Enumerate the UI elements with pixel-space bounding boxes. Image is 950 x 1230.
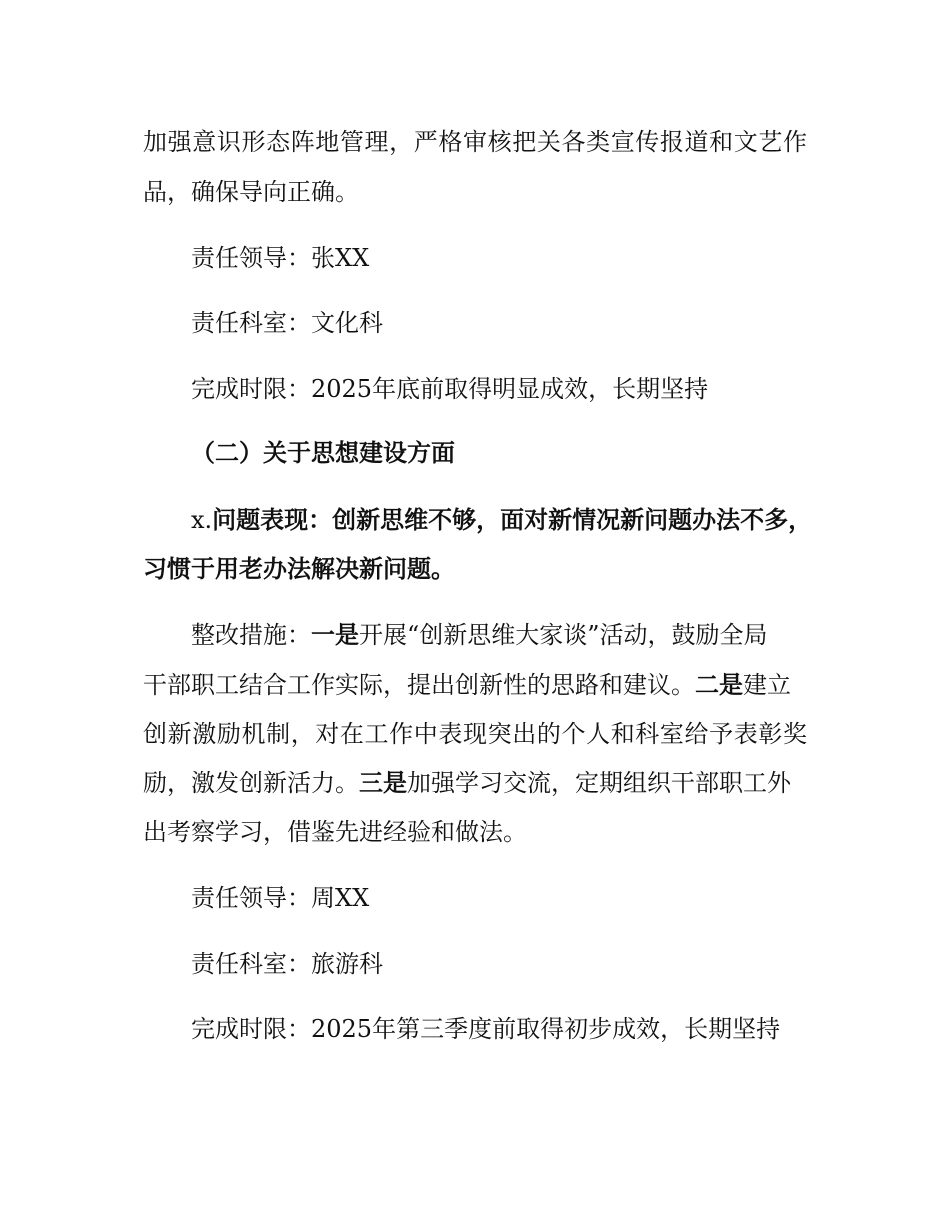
measures-label: 整改措施： xyxy=(191,621,311,649)
measure-marker: 三是 xyxy=(359,769,407,797)
measures-text: 开展“创新思维大家谈”活动，鼓励全局 xyxy=(359,621,768,649)
responsible-office: 责任科室：旅游科 xyxy=(191,950,383,978)
measures-line xyxy=(143,766,791,800)
paragraph-line: 品，确保导向正确。 xyxy=(143,178,359,206)
measures-text: 加强学习交流，定期组织干部职工外 xyxy=(407,769,791,797)
measures-line: 创新激励机制，对在工作中表现突出的个人和科室给予表彰奖 xyxy=(143,720,807,748)
section-heading: （二）关于思想建设方面 xyxy=(191,439,455,467)
problem-text: 问题表现：创新思维不够，面对新情况新问题办法不多， xyxy=(212,506,813,534)
measures-line xyxy=(191,618,768,652)
deadline: 完成时限：2025年底前取得明显成效，长期坚持 xyxy=(191,375,709,403)
measure-marker: 一是 xyxy=(311,621,359,649)
measure-marker: 二是 xyxy=(695,671,743,699)
paragraph-line: 加强意识形态阵地管理，严格审核把关各类宣传报道和文艺作 xyxy=(143,128,807,156)
measures-line: 出考察学习，借鉴先进经验和做法。 xyxy=(143,818,527,846)
responsible-leader: 责任领导：周XX xyxy=(191,884,370,912)
deadline: 完成时限：2025年第三季度前取得初步成效，长期坚持 xyxy=(191,1015,781,1043)
measures-text: 干部职工结合工作实际，提出创新性的思路和建议。 xyxy=(143,671,695,699)
measures-line xyxy=(143,668,791,702)
measures-text: 励，激发创新活力。 xyxy=(143,769,359,797)
responsible-office: 责任科室：文化科 xyxy=(191,309,383,337)
problem-statement-line xyxy=(191,503,812,537)
measures-text: 建立 xyxy=(743,671,791,699)
responsible-leader: 责任领导：张XX xyxy=(191,244,370,272)
problem-statement-line: 习惯于用老办法解决新问题。 xyxy=(143,555,455,583)
problem-number: x. xyxy=(191,506,213,534)
